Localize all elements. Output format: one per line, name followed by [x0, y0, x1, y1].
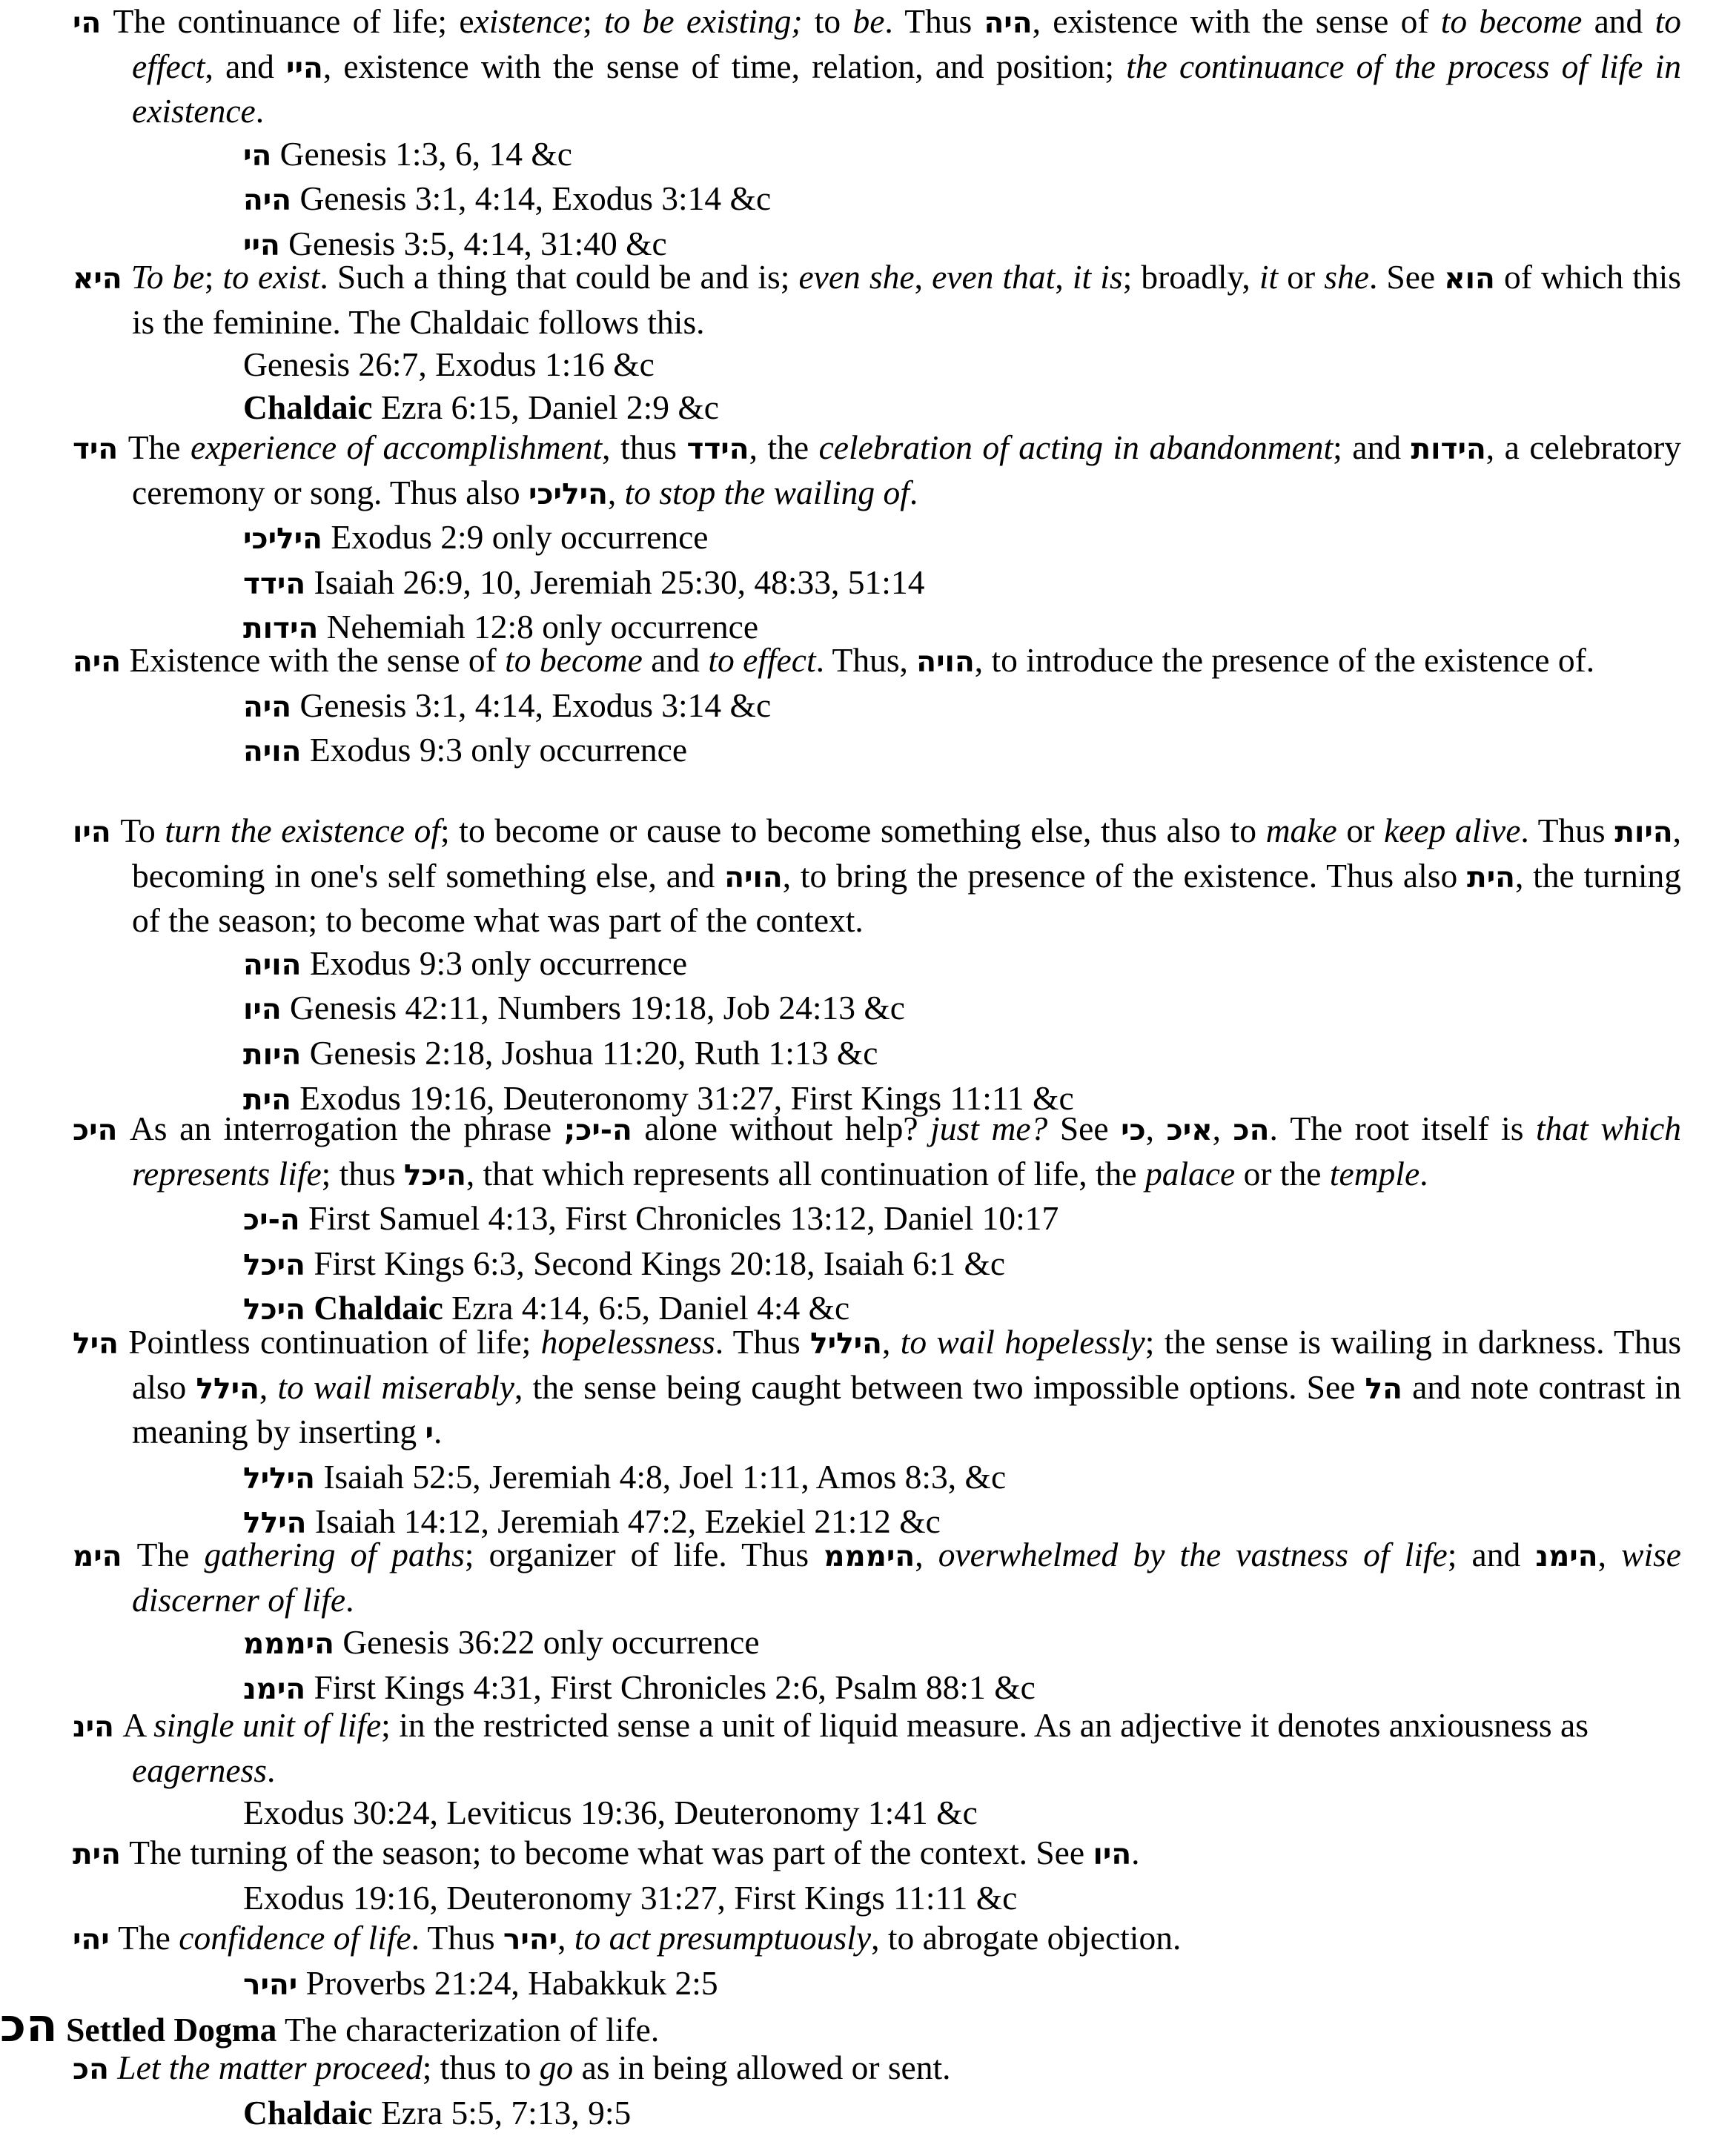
text-run: or [1278, 258, 1325, 296]
text-run: Existence with the sense of [129, 641, 506, 679]
text-run: to [802, 2, 853, 40]
section-description: The characterization of life. [276, 2011, 660, 2049]
italic-text: Let the matter proceed [117, 2049, 423, 2086]
text-run: Proverbs 21:24, Habakkuk 2:5 [297, 1963, 718, 2002]
italic-text: to become [1440, 2, 1583, 40]
hebrew-word: היות [1614, 816, 1673, 849]
entry-definition [73, 639, 1681, 684]
text-run: ; in the restricted sense a unit of liquid measure. As an adjective it denotes anxiousness as [381, 1706, 1589, 1744]
hebrew-word: היה [243, 184, 292, 218]
text-run: or [1336, 812, 1384, 849]
entry-definition [73, 0, 1681, 133]
hebrew-word: איכ [1166, 1114, 1213, 1147]
text-run: or the [1235, 1154, 1330, 1193]
hebrew-word: הית [243, 1083, 291, 1117]
scripture-reference [73, 942, 1681, 987]
hebrew-word: הידות [243, 612, 319, 646]
entry-definition [73, 1831, 1681, 1877]
scripture-reference [73, 1032, 1681, 1077]
text-run: The turning of the season; to become what was part of the context. See [129, 1834, 1093, 1871]
text-run: , [259, 1367, 278, 1406]
bold-text: Chaldaic [243, 2093, 373, 2132]
italic-text: it [1259, 258, 1279, 296]
hebrew-word: היה [243, 690, 292, 724]
text-run: , the [749, 428, 819, 466]
hebrew-word: יהיר [243, 1968, 298, 2002]
entry-headword: היא [73, 262, 122, 296]
text-run: . [434, 1413, 443, 1451]
italic-text: temple [1329, 1154, 1420, 1193]
text-run: , that which represents all continuation of life, the [466, 1154, 1145, 1193]
text-run: ; the sense is wailing in darkness. Thus also [132, 1323, 1682, 1406]
hebrew-word: היליכי [528, 477, 608, 511]
text-run: ; thus [321, 1154, 404, 1193]
text-run: Pointless continuation of life; [128, 1323, 541, 1361]
text-run: and [1582, 2, 1655, 40]
hebrew-word: היה [984, 7, 1033, 40]
hebrew-word: הימממ [243, 1628, 334, 1662]
text-run: , the sense being caught between two impossible options. See [514, 1367, 1365, 1406]
hebrew-word: היו [243, 993, 282, 1027]
text-run: Genesis 3:1, 4:14, Exodus 3:14 &c [291, 179, 772, 218]
entry-definition [73, 1704, 1681, 1791]
entry-headword: היד [73, 433, 119, 466]
text-run: Exodus 19:16, Deuteronomy 31:27, First Kings 11:11 &c [243, 1878, 1018, 1917]
text-run: See [1047, 1109, 1122, 1147]
text-run: , and [205, 47, 287, 85]
text-run: . [909, 473, 918, 511]
entry-headword: היכ [73, 1114, 118, 1147]
entry-hin [73, 1704, 1681, 1834]
text-run: ; organizer of life. Thus [464, 1536, 824, 1573]
text-run: First Samuel 4:13, First Chronicles 13:12, Daniel 10:17 [299, 1199, 1059, 1238]
section-title: Settled Dogma [66, 2011, 277, 2049]
text-run: , [1212, 1109, 1233, 1147]
hebrew-word: י [425, 1417, 434, 1451]
italic-text: confidence of life [179, 1919, 411, 1957]
text-run: Isaiah 14:12, Jeremiah 47:2, Ezekiel 21:12 &c [306, 1502, 941, 1541]
text-run: , existence with the sense of time, relation, and position; [322, 47, 1127, 85]
hebrew-word: הוא [1444, 262, 1495, 296]
hebrew-word: יהיר [503, 1923, 558, 1957]
text-run: , [1055, 258, 1073, 296]
entry-definition [73, 256, 1681, 343]
entry-definition [73, 1917, 1681, 1962]
text-run: First Kings 6:3, Second Kings 20:18, Isaiah 6:1 &c [305, 1244, 1006, 1282]
hebrew-word: היות [243, 1038, 302, 1072]
scripture-reference [73, 1197, 1681, 1242]
hebrew-word: היכל [243, 1293, 305, 1327]
text-run: alone without help? [632, 1109, 931, 1147]
text-run: The [118, 1919, 179, 1957]
hebrew-word: היי [243, 228, 280, 262]
entry-hid [73, 426, 1681, 651]
italic-text: palace [1144, 1154, 1236, 1193]
entry-definition [73, 809, 1681, 942]
hebrew-word: הילל [196, 1372, 259, 1406]
entry-hih [73, 639, 1681, 774]
scripture-reference [73, 729, 1681, 774]
text-run: . Thus [884, 2, 984, 40]
entry-definition [73, 1321, 1681, 1456]
text-run: Genesis 26:7, Exodus 1:16 &c [243, 345, 655, 384]
text-run: ; and [1447, 1536, 1536, 1573]
italic-text: to be existing; [603, 2, 803, 40]
text-run: Ezra 6:15, Daniel 2:9 &c [372, 388, 719, 426]
italic-text: gathering of paths [204, 1536, 465, 1573]
italic-text: xistence [474, 2, 583, 40]
entry-headword: הי [73, 7, 102, 40]
italic-text: it is [1072, 258, 1123, 296]
text-run: Isaiah 26:9, 10, Jeremiah 25:30, 48:33, 51:14 [305, 563, 925, 601]
hebrew-word: ה-יכ [243, 1204, 300, 1238]
text-run: Genesis 2:18, Joshua 11:20, Ruth 1:13 &c [301, 1033, 878, 1072]
text-run: Exodus 30:24, Leviticus 19:36, Deuteronomy 1:41 &c [243, 1794, 978, 1832]
scripture-reference [73, 986, 1681, 1032]
italic-text: to wail miserably [277, 1367, 515, 1406]
italic-text: to act presumptuously [574, 1919, 872, 1957]
hebrew-word: היי [286, 51, 323, 85]
scripture-reference [73, 177, 1681, 222]
text-run: The [136, 1536, 205, 1573]
text-run: and [642, 641, 709, 679]
text-run: . The root itself is [1269, 1109, 1536, 1147]
bold-text: Chaldaic [314, 1289, 443, 1327]
entry-hit [73, 1831, 1681, 1919]
text-run: Genesis 36:22 only occurrence [334, 1623, 760, 1662]
hebrew-word: הויה [243, 948, 302, 982]
hebrew-word: הי [243, 139, 272, 173]
italic-text: just me? [930, 1109, 1048, 1147]
scripture-reference [73, 1621, 1681, 1666]
text-run: The continuance of life; e [113, 2, 474, 40]
text-run: . Thus, [815, 641, 917, 679]
section-letters: הכ [0, 1998, 58, 2052]
scripture-reference [73, 386, 1681, 429]
text-run: . Thus [1520, 812, 1615, 849]
text-run: , the turning of the season; to become what was part of the context. [132, 856, 1682, 940]
italic-text: single unit of life [153, 1706, 382, 1744]
text-run: Genesis 3:5, 4:14, 31:40 &c [279, 224, 667, 262]
bold-text: Chaldaic [243, 388, 373, 426]
hebrew-word: הית [1467, 860, 1515, 895]
text-run: The [127, 428, 191, 466]
entry-definition [73, 2046, 1681, 2092]
hebrew-word: היליל [243, 1462, 315, 1496]
text-run: , existence with the sense of [1032, 2, 1441, 40]
text-run: . See [1368, 258, 1445, 296]
text-run: . Thus [411, 1919, 503, 1957]
italic-text: experience of accomplishment [191, 428, 603, 466]
text-run: , to abrogate objection. [871, 1919, 1182, 1957]
entry-headword: יהי [73, 1923, 110, 1957]
italic-text: to become [505, 641, 643, 679]
italic-text: make [1265, 812, 1337, 849]
text-run: , to introduce the presence of the existence of. [974, 641, 1595, 679]
entry-yhy [73, 1917, 1681, 2006]
scripture-reference [73, 1242, 1681, 1287]
hebrew-word: היו [1093, 1838, 1132, 1871]
text-run: Exodus 9:3 only occurrence [301, 731, 688, 769]
scripture-reference [73, 1791, 1681, 1834]
entry-definition [73, 426, 1681, 516]
entry-headword: הימ [73, 1540, 122, 1573]
text-run: ; thus to [422, 2049, 540, 2086]
italic-text: be [852, 2, 885, 40]
text-run: ; to become or cause to become something else, thus also to [440, 812, 1266, 849]
hebrew-word: היכל [403, 1158, 466, 1193]
scripture-reference [73, 1962, 1681, 2007]
entry-definition [73, 1533, 1681, 1621]
entry-headword: הכ [73, 2053, 109, 2086]
text-run: , [557, 1919, 574, 1957]
italic-text: celebration of acting in abandonment [818, 428, 1334, 466]
text-run: . [345, 1580, 354, 1619]
scripture-reference [73, 343, 1681, 386]
text-run: , [914, 258, 932, 296]
scripture-reference [73, 133, 1681, 178]
entry-hiw [73, 809, 1681, 1121]
text-run: First Kings 4:31, First Chronicles 2:6, Psalm 88:1 &c [305, 1668, 1036, 1706]
hebrew-word: הל [1365, 1372, 1402, 1406]
text-run: ; [204, 258, 223, 296]
entry-hi [73, 0, 1681, 268]
entry-headword: היל [73, 1327, 119, 1361]
text-run: of which this is the feminine. The Chaldaic follows this. [132, 258, 1682, 341]
hebrew-word: הידד [243, 567, 306, 601]
italic-text: to stop the wailing of [624, 473, 910, 511]
text-run: , a celebratory ceremony or song. Thus also [132, 428, 1682, 511]
entry-headword: היו [73, 816, 111, 849]
hebrew-word: היליכי [243, 523, 322, 557]
text-run: To [120, 812, 165, 849]
section-heading [0, 1998, 1690, 2052]
entry-headword: הית [73, 1838, 121, 1871]
italic-text: to effect [132, 2, 1681, 85]
text-run: , [1597, 1536, 1622, 1573]
hebrew-word: הימממ [824, 1540, 915, 1573]
italic-text: to exist [222, 258, 320, 296]
text-run: ; [583, 2, 604, 40]
entry-him [73, 1533, 1681, 1711]
hebrew-word: הויה [916, 646, 975, 679]
hebrew-word: היכל [243, 1248, 305, 1282]
text-run: Exodus 2:9 only occurrence [322, 518, 709, 557]
scripture-reference [73, 684, 1681, 729]
text-run: Ezra 4:14, 6:5, Daniel 4:4 &c [443, 1289, 850, 1327]
italic-text: overwhelmed by the vastness of life [938, 1536, 1448, 1573]
text-run: Nehemiah 12:8 only occurrence [318, 608, 759, 646]
text-run: Genesis 1:3, 6, 14 &c [271, 134, 572, 173]
text-run: , to bring the presence of the existence. Thus also [782, 856, 1468, 895]
hebrew-word: הימנ [1535, 1540, 1598, 1573]
italic-text: the continuance of the process of life in existence [132, 47, 1681, 130]
italic-text: she [1324, 258, 1369, 296]
text-run: , [1145, 1109, 1167, 1147]
text-run: , [881, 1323, 901, 1361]
entry-definition [73, 1107, 1681, 1197]
hebrew-word: הויה [724, 860, 783, 895]
hebrew-word: הויה [243, 735, 302, 769]
entry-headword: הינ [73, 1711, 114, 1744]
text-run: , becoming in one's self something else, and [132, 812, 1681, 895]
hebrew-word: הידות [1411, 433, 1486, 466]
text-run: as in being allowed or sent. [573, 2049, 951, 2086]
scripture-reference [73, 561, 1681, 606]
italic-text: even she [798, 258, 915, 296]
text-run: and note contrast in meaning by inserting [132, 1367, 1682, 1451]
italic-text: turn the existence of [165, 812, 440, 849]
entry-hil [73, 1321, 1681, 1545]
hebrew-word: הכ [1233, 1114, 1270, 1147]
italic-text: hopelessness [540, 1323, 715, 1361]
hebrew-word: הילל [243, 1507, 307, 1541]
entry-hk [73, 2046, 1681, 2134]
entry-headword: היה [73, 646, 122, 679]
scripture-reference [73, 1877, 1681, 1920]
hebrew-word: הימנ [243, 1672, 306, 1706]
scripture-reference [73, 2092, 1681, 2135]
italic-text: to effect [708, 641, 816, 679]
hebrew-word: כי [1121, 1114, 1146, 1147]
text-run: Isaiah 52:5, Jeremiah 4:8, Joel 1:11, Amos 8:3, &c [314, 1457, 1007, 1496]
text-run: . Such a thing that could be and is; [319, 258, 799, 296]
text-run: ; and [1333, 428, 1411, 466]
text-run: Ezra 5:5, 7:13, 9:5 [372, 2093, 632, 2132]
italic-text: wise discerner of life [132, 1536, 1682, 1619]
text-run: . Thus [715, 1323, 811, 1361]
italic-text: even that [932, 258, 1056, 296]
text-run: , thus [602, 428, 687, 466]
text-run: . [255, 92, 265, 130]
text-run: ; broadly, [1122, 258, 1259, 296]
hebrew-word: הידד [686, 433, 749, 466]
italic-text: keep alive [1383, 812, 1521, 849]
text-run: Exodus 19:16, Deuteronomy 31:27, First Kings 11:11 &c [291, 1078, 1074, 1117]
text-run: . [1419, 1154, 1428, 1193]
text-run: , [915, 1536, 938, 1573]
text-run: Genesis 42:11, Numbers 19:18, Job 24:13 &c [281, 989, 905, 1027]
italic-text: To be [130, 258, 205, 296]
text-run: . [266, 1751, 276, 1789]
text-run: Genesis 3:1, 4:14, Exodus 3:14 &c [291, 686, 772, 724]
hebrew-word: היליל [810, 1327, 882, 1361]
scripture-reference [73, 1456, 1681, 1501]
italic-text: that which represents life [132, 1109, 1682, 1193]
text-run: , [607, 473, 625, 511]
hebrew-word: ה-יכ; [563, 1114, 632, 1147]
italic-text: to wail hopelessly [900, 1323, 1145, 1361]
italic-text: go [539, 2049, 574, 2086]
text-run: A [122, 1706, 154, 1744]
scripture-reference [73, 516, 1681, 561]
italic-text: eagerness [132, 1751, 267, 1789]
entry-hia [73, 256, 1681, 428]
text-run: . [1131, 1834, 1140, 1871]
text-run: As an interrogation the phrase [129, 1109, 564, 1147]
text-run: Exodus 9:3 only occurrence [301, 943, 688, 982]
entry-hik [73, 1107, 1681, 1332]
